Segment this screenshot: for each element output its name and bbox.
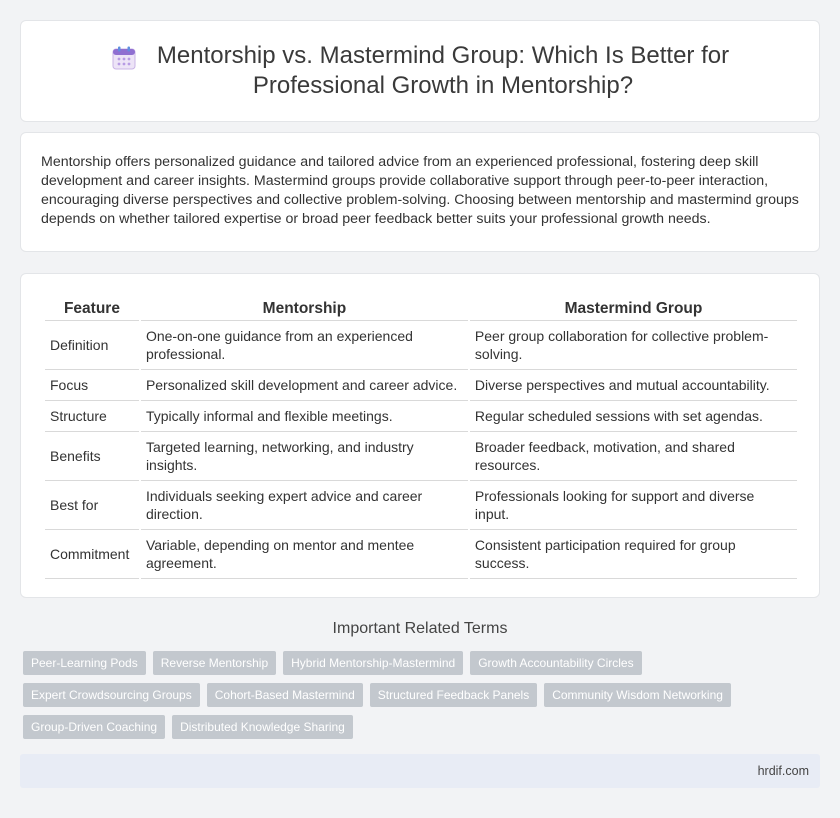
calendar-icon xyxy=(111,45,137,71)
cell-mentorship: Individuals seeking expert advice and career direction. xyxy=(141,481,468,530)
page-title xyxy=(157,41,729,101)
tag[interactable]: Expert Crowdsourcing Groups xyxy=(23,683,200,707)
cell-mentorship: One-on-one guidance from an experienced professional. xyxy=(141,321,468,370)
tag-row xyxy=(23,683,823,707)
header-mentorship: Mentorship xyxy=(141,294,468,321)
cell-mastermind: Broader feedback, motivation, and shared resources. xyxy=(470,432,797,481)
tag[interactable]: Community Wisdom Networking xyxy=(544,683,731,707)
cell-mentorship: Variable, depending on mentor and mentee agreement. xyxy=(141,530,468,579)
tag[interactable]: Distributed Knowledge Sharing xyxy=(172,715,353,739)
summary-text: Mentorship offers personalized guidance and tailored advice from an experienced professional, fostering deep skill development and career insights. Mastermind groups provide collaborative support through peer-to-peer interaction, encouraging diverse perspectives and collective problem-solving. Choosing between mentorship and mastermind groups depends on whether tailored expertise or broad peer feedback better suits your professional growth needs. xyxy=(41,154,799,227)
cell-feature: Benefits xyxy=(45,432,139,481)
footer-site[interactable]: hrdif.com xyxy=(757,764,809,778)
cell-feature: Structure xyxy=(45,401,139,432)
cell-mastermind: Diverse perspectives and mutual accountability. xyxy=(470,370,797,401)
cell-mastermind: Peer group collaboration for collective problem-solving. xyxy=(470,321,797,370)
cell-feature: Definition xyxy=(45,321,139,370)
cell-mastermind: Consistent participation required for group success. xyxy=(470,530,797,579)
header-feature: Feature xyxy=(45,294,139,321)
cell-mentorship: Personalized skill development and career advice. xyxy=(141,370,468,401)
table-row xyxy=(45,432,797,481)
table-header-row xyxy=(45,294,797,321)
page-title-line1: Mentorship vs. Mastermind Group: Which Is Better for xyxy=(156,42,730,69)
related-terms-heading: Important Related Terms xyxy=(332,620,508,637)
cell-mentorship: Typically informal and flexible meetings. xyxy=(141,401,468,432)
cell-mastermind: Regular scheduled sessions with set agendas. xyxy=(470,401,797,432)
comparison-table xyxy=(43,294,799,579)
tag[interactable]: Hybrid Mentorship-Mastermind xyxy=(283,651,463,675)
tag[interactable]: Reverse Mentorship xyxy=(153,651,276,675)
summary-card xyxy=(20,132,820,252)
tag[interactable]: Group-Driven Coaching xyxy=(23,715,165,739)
table-row xyxy=(45,530,797,579)
cell-feature: Focus xyxy=(45,370,139,401)
cell-feature: Best for xyxy=(45,481,139,530)
table-row xyxy=(45,321,797,370)
tag[interactable]: Growth Accountability Circles xyxy=(470,651,641,675)
cell-mentorship: Targeted learning, networking, and industry insights. xyxy=(141,432,468,481)
table-row xyxy=(45,370,797,401)
cell-feature: Commitment xyxy=(45,530,139,579)
comparison-table-card xyxy=(20,273,820,598)
cell-mastermind: Professionals looking for support and diverse input. xyxy=(470,481,797,530)
tag[interactable]: Structured Feedback Panels xyxy=(370,683,537,707)
header-mastermind: Mastermind Group xyxy=(470,294,797,321)
page-title-line2: Professional Growth in Mentorship? xyxy=(252,72,634,99)
title-card xyxy=(20,20,820,122)
table-row xyxy=(45,481,797,530)
table-row xyxy=(45,401,797,432)
tag-row xyxy=(23,715,823,739)
tag[interactable]: Cohort-Based Mastermind xyxy=(207,683,363,707)
tag-row xyxy=(23,651,823,675)
footer-bar xyxy=(20,754,820,788)
tag[interactable]: Peer-Learning Pods xyxy=(23,651,146,675)
related-terms-tags xyxy=(23,651,823,747)
